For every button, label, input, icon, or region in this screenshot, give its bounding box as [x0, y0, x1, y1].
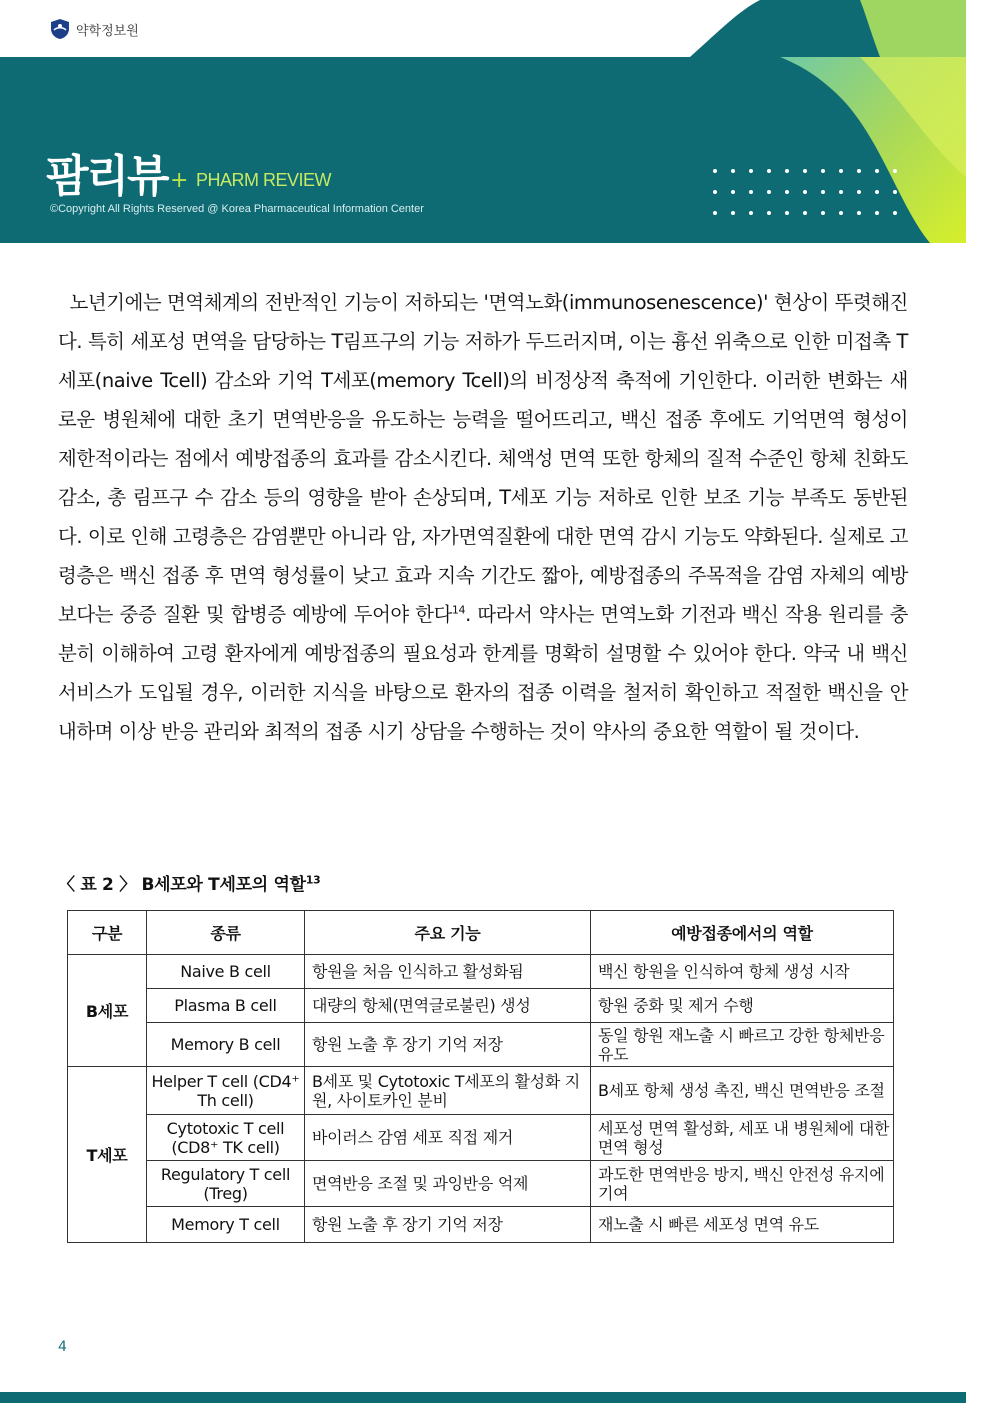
table-row: [68, 1115, 894, 1161]
table-header-row: [68, 911, 894, 955]
table-row: [68, 1207, 894, 1243]
cell-role: 세포성 면역 활성화, 세포 내 병원체에 대한 면역 형성: [591, 1115, 894, 1161]
cell-role: 과도한 면역반응 방지, 백신 안전성 유지에 기여: [591, 1161, 894, 1207]
org-name: 약학정보원: [76, 23, 139, 39]
table-row: [68, 1023, 894, 1067]
table-caption-ref: 13: [305, 873, 321, 887]
cell-role: B세포 항체 생성 촉진, 백신 면역반응 조절: [591, 1067, 894, 1115]
cell-roles-table: [67, 910, 894, 1243]
footer-bar: [0, 1392, 966, 1403]
header-top-area: [0, 0, 966, 57]
cell-function: B세포 및 Cytotoxic T세포의 활성화 지원, 사이토카인 분비: [305, 1067, 591, 1115]
group-b-cell: B세포: [68, 955, 147, 1067]
table-row: [68, 955, 894, 989]
cell-type: Cytotoxic T cell (CD8⁺ TK cell): [147, 1115, 305, 1161]
group-t-cell: T세포: [68, 1067, 147, 1243]
top-wave-decoration: [0, 0, 966, 57]
cell-type: Naive B cell: [147, 955, 305, 989]
table-caption-text: 〈 표 2 〉 B세포와 T세포의 역할: [58, 875, 306, 895]
table-row: [68, 989, 894, 1023]
cell-type: Plasma B cell: [147, 989, 305, 1023]
cell-role: 동일 항원 재노출 시 빠르고 강한 항체반응 유도: [591, 1023, 894, 1067]
cell-function: 항원을 처음 인식하고 활성화됨: [305, 955, 591, 989]
paragraph-main-text: 노년기에는 면역체계의 전반적인 기능이 저하되는 '면역노화(immunosenescence)' 현상이 뚜렷해진다. 특히 세포성 면역을 담당하는 T림프구의 기능 저하가 두드러지며, 이는 흉선 위축으로 인한 미접촉 T세포(naive Tcell) 감소와 기억 T세포(memory Tcell)의 비정상적 축적에 기인한다. 이러한 변화는 새로운 병원체에 대한 초기 면역반응을 유도하는 능력을 떨어뜨리고, 백신 접종 후에도 기억면역 형성이 제한적이라는 점에서 예방접종의 효과를 감소시킨다. 체액성 면역 또한 항체의 질적 수준인 항체 친화도 감소, 총 림프구 수 감소 등의 영향을 받아 손상되며, T세포 기능 저하로 인한 보조 기능 부족도 동반된다. 이로 인해 고령층은 감염뿐만 아니라 암, 자가면역질환에 대한 면역 감시 기능도 약화된다. 실제로 고령층은 백신 접종 후 면역 형성률이 낮고 효과 지속 기간도 짧아, 예방접종의 주목적을 감염 자체의 예방보다는 중증 질환 및 합병증 예방에 두어야 한다: [58, 291, 908, 626]
cell-function: 항원 노출 후 장기 기억 저장: [305, 1023, 591, 1067]
cell-type: Memory T cell: [147, 1207, 305, 1243]
cell-role: 재노출 시 빠른 세포성 면역 유도: [591, 1207, 894, 1243]
header-type: 종류: [147, 911, 305, 955]
brand-title: 팜리뷰: [46, 151, 168, 202]
dot-pattern-decoration: [712, 168, 912, 228]
table-row: [68, 1161, 894, 1207]
copyright-notice: ©Copyright All Rights Reserved @ Korea Pharmaceutical Information Center: [50, 203, 424, 215]
brand-subtitle: PHARM REVIEW: [196, 170, 332, 190]
page-number: 4: [58, 1339, 67, 1355]
paragraph-tail-text: . 따라서 약사는 면역노화 기전과 백신 작용 원리를 충분히 이해하여 고령 환자에게 예방접종의 필요성과 한계를 명확히 설명할 수 있어야 한다. 약국 내 백신 서비스가 도입될 경우, 이러한 지식을 바탕으로 환자의 접종 이력을 철저히 확인하고 적절한 백신을 안내하며 이상 반응 관리와 최적의 접종 시기 상담을 수행하는 것이 약사의 중요한 역할이 될 것이다.: [58, 603, 908, 743]
cell-function: 면역반응 조절 및 과잉반응 억제: [305, 1161, 591, 1207]
cell-role: 백신 항원을 인식하여 항체 생성 시작: [591, 955, 894, 989]
cell-function: 바이러스 감염 세포 직접 제거: [305, 1115, 591, 1161]
cell-role: 항원 중화 및 제거 수행: [591, 989, 894, 1023]
reference-14: 14: [451, 603, 466, 617]
cell-type: Regulatory T cell (Treg): [147, 1161, 305, 1207]
header-category: 구분: [68, 911, 147, 955]
header-function: 주요 기능: [305, 911, 591, 955]
brand-plus: +: [170, 168, 189, 193]
main-paragraph: [58, 283, 908, 751]
cell-type: Memory B cell: [147, 1023, 305, 1067]
header-role: 예방접종에서의 역할: [591, 911, 894, 955]
cell-function: 대량의 항체(면역글로불린) 생성: [305, 989, 591, 1023]
cell-function: 항원 노출 후 장기 기억 저장: [305, 1207, 591, 1243]
cell-type: Helper T cell (CD4⁺ Th cell): [147, 1067, 305, 1115]
table-caption: [58, 870, 320, 895]
table-row: [68, 1067, 894, 1115]
